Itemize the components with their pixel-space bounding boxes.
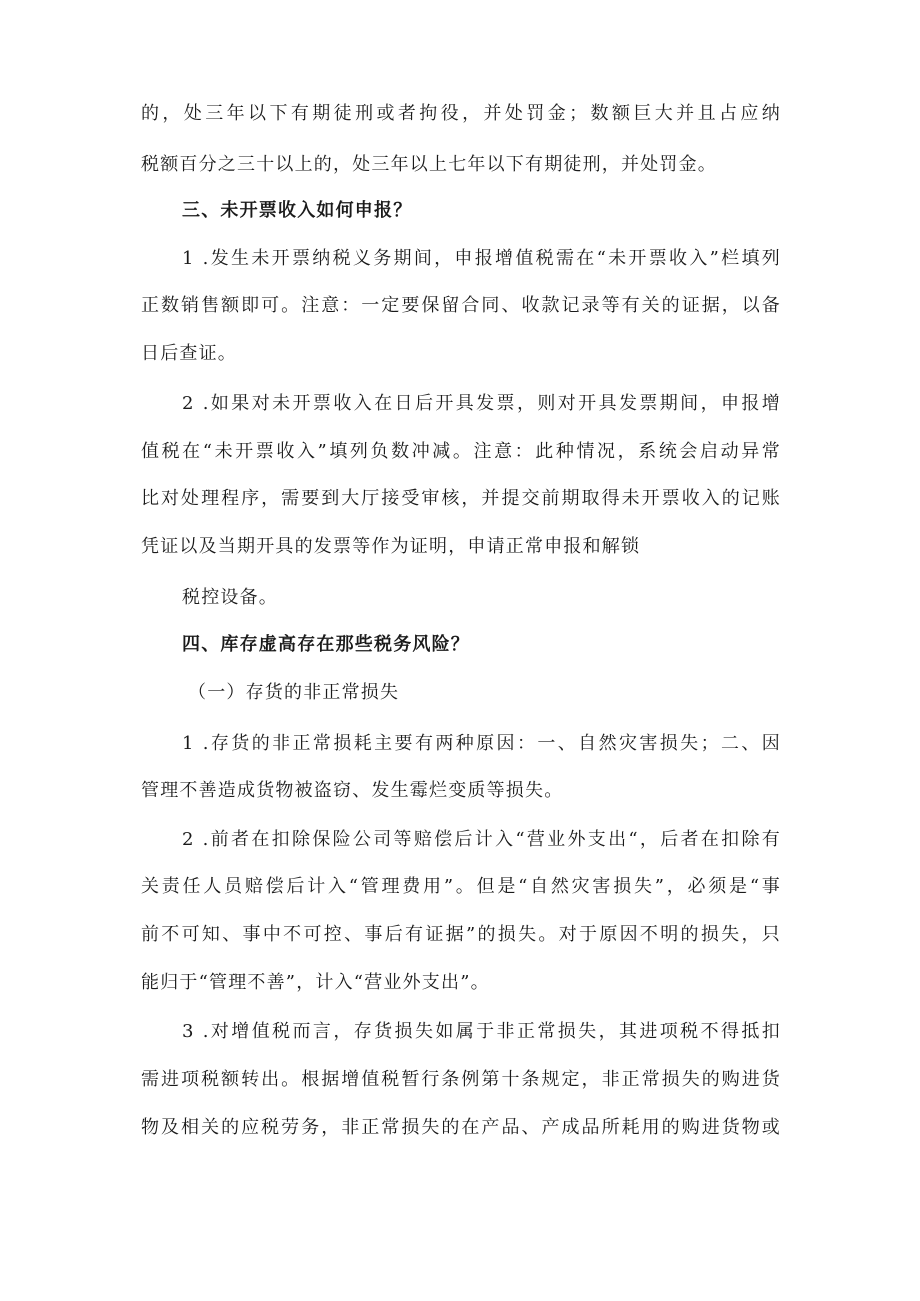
paragraph-line: 税额百分之三十以上的，处三年以上七年以下有期徒刑，并处罚金。 [141, 154, 717, 175]
paragraph-line: 比对处理程序，需要到大厅接受审核，并提交前期取得未开票收入的记账 [141, 488, 781, 509]
paragraph-line: 2 .如果对未开票收入在日后开具发票，则对开具发票期间，申报增 [182, 393, 781, 414]
subsection-heading: （一）存货的非正常损失 [188, 682, 400, 703]
paragraph-line: 关责任人员赔偿后计入“管理费用”。但是“自然灾害损失”，必须是“事 [141, 876, 781, 897]
paragraph-line: 1 .存货的非正常损耗主要有两种原因：一、自然灾害损失；二、因 [182, 733, 781, 754]
paragraph-line: 值税在“未开票收入”填列负数冲减。注意：此种情况，系统会启动异常 [141, 441, 781, 462]
paragraph-line: 2 .前者在扣除保险公司等赔偿后计入“营业外支出“，后者在扣除有 [182, 829, 781, 850]
paragraph-line: 3 .对增值税而言，存货损失如属于非正常损失，其进项税不得抵扣 [182, 1021, 781, 1042]
paragraph-line: 日后查证。 [141, 343, 237, 364]
paragraph-line: 物及相关的应税劳务，非正常损失的在产品、产成品所耗用的购进货物或 [141, 1117, 781, 1138]
paragraph-line: 管理不善造成货物被盗窃、发生霉烂变质等损失。 [141, 780, 564, 801]
paragraph-line: 正数销售额即可。注意：一定要保留合同、收款记录等有关的证据，以备 [141, 295, 781, 316]
paragraph-line: 需进项税额转出。根据增值税暂行条例第十条规定，非正常损失的购进货 [141, 1069, 781, 1090]
section-heading-4: 四、库存虚高存在那些税务风险？ [182, 634, 470, 655]
paragraph-line: 的，处三年以下有期徒刑或者拘役，并处罚金；数额巨大并且占应纳 [141, 103, 781, 124]
paragraph-line: 前不可知、事中不可控、事后有证据”的损失。对于原因不明的损失，只 [141, 924, 781, 945]
paragraph-line: 凭证以及当期开具的发票等作为证明，申请正常申报和解锁 [141, 536, 641, 557]
paragraph-line: 1 .发生未开票纳税义务期间，申报增值税需在“未开票收入”栏填列 [182, 248, 781, 269]
paragraph-line: 能归于“管理不善”，计入“营业外支出”。 [141, 972, 490, 993]
paragraph-line: 税控设备。 [182, 587, 278, 608]
section-heading-3: 三、未开票收入如何申报？ [182, 200, 413, 221]
